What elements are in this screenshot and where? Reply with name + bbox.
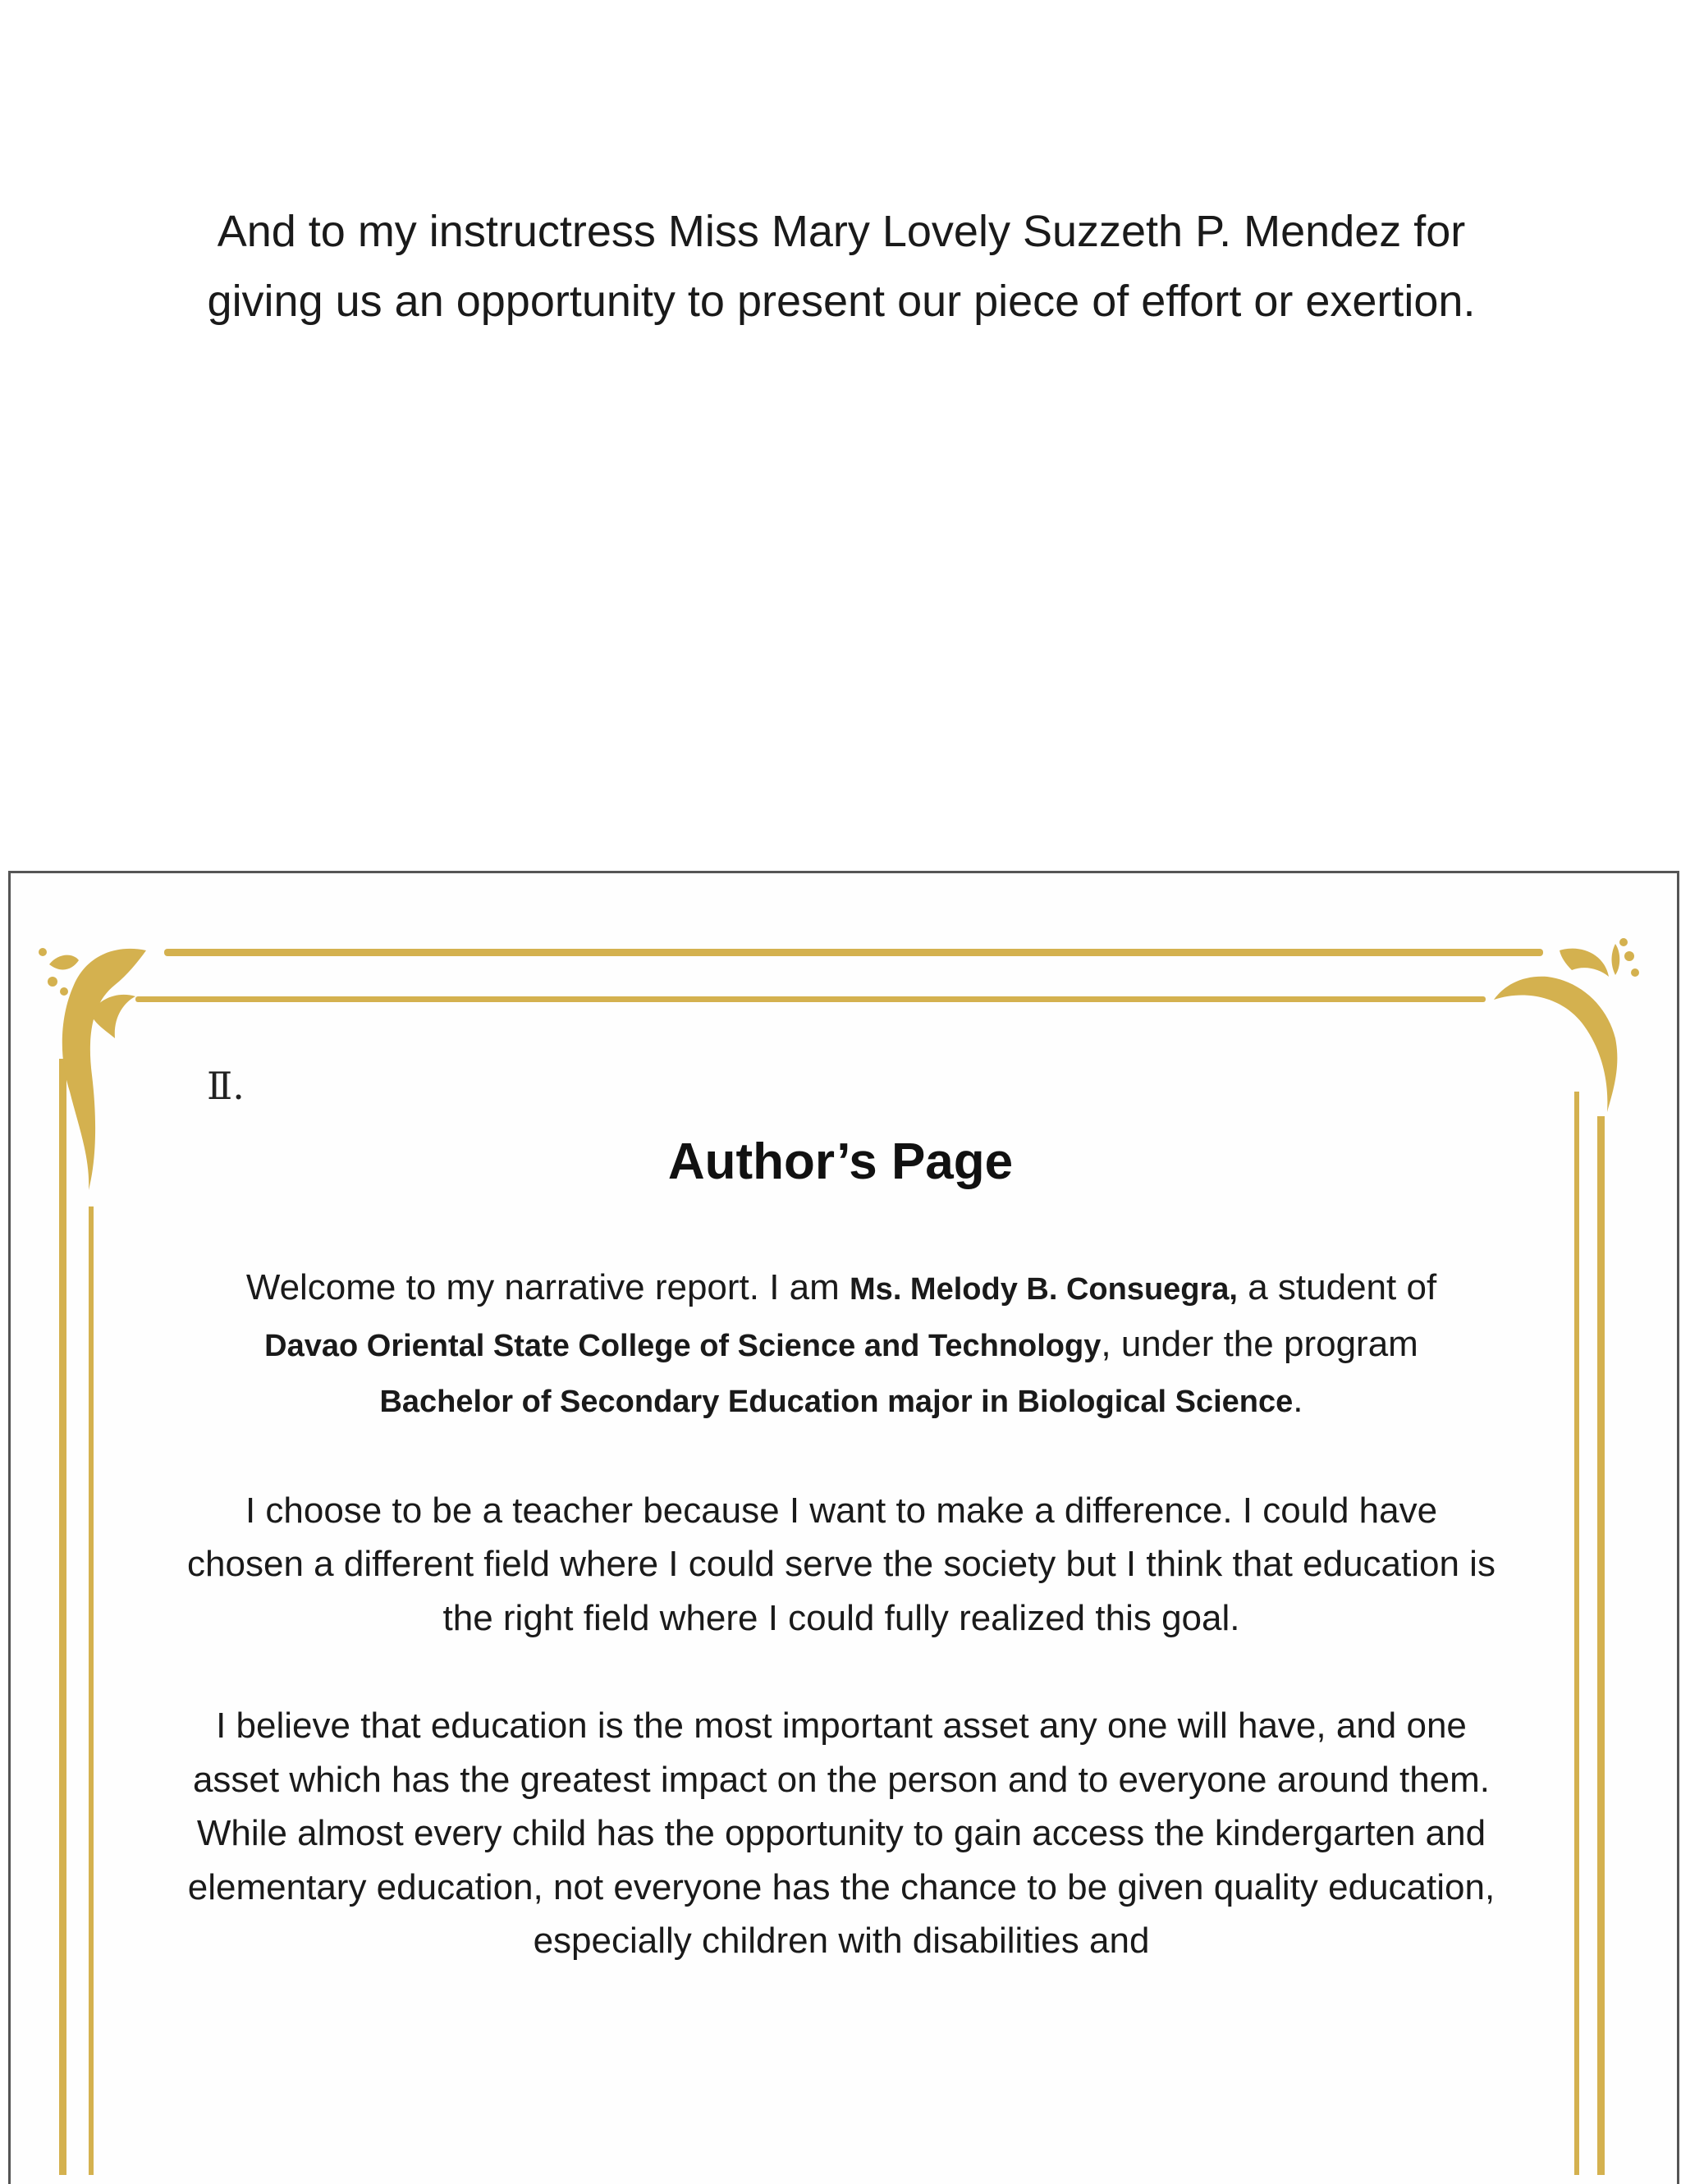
intro-paragraph: [185, 1261, 1498, 1430]
page-title: Author’s Page: [667, 1133, 1014, 1190]
intro-text-1: Welcome to my narrative report. I am: [245, 1267, 850, 1307]
intro-text-4: .: [1293, 1380, 1303, 1420]
belief-paragraph: I believe that education is the most important asset any one will have, and one asset which has the greatest impact on the person and to everyone around them. While almost every child has the opportunity to gain access the kindergarten and elementary education, not everyone has the chance to be given quality education, especially children with disabilities and: [187, 1706, 1495, 1961]
motivation-paragraph: I choose to be a teacher because I want to make a difference. I could have chosen a different field where I could serve the society but I think that education is the right field where I could fully realized this goal.: [187, 1490, 1495, 1638]
intro-text-2: a student of: [1238, 1267, 1437, 1307]
author-body: [185, 1261, 1498, 2022]
section-number: Ⅱ.: [207, 1064, 245, 1108]
program-name: Bachelor of Secondary Education major in Biological Science: [379, 1385, 1294, 1419]
school-name: Davao Oriental State College of Science and Technology: [264, 1328, 1102, 1363]
intro-text-3: , under the program: [1101, 1323, 1418, 1364]
acknowledgement-paragraph: And to my instructress Miss Mary Lovely Suzzeth P. Mendez for giving us an opportunity to present our piece of effort or exertion.: [207, 207, 1476, 326]
author-name: Ms. Melody B. Consuegra,: [850, 1272, 1238, 1307]
